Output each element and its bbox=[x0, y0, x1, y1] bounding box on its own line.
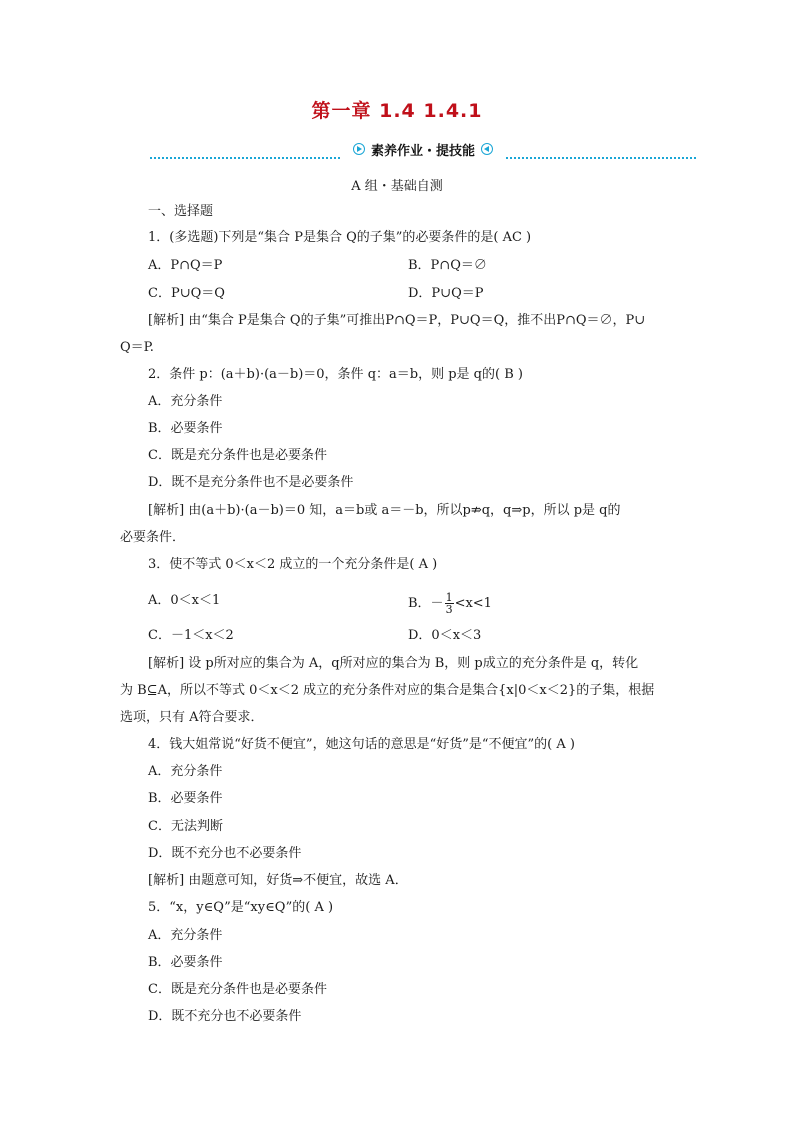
question-1: 1．(多选题)下列是“集合 P是集合 Q的子集”的必要条件的是( AC ) bbox=[148, 230, 532, 245]
q2-analysis-cont: 必要条件． bbox=[120, 530, 186, 545]
q3-analysis-cont-1: 为 B⊆A，所以不等式 0＜x＜2 成立的充分条件对应的集合是集合{x|0＜x＜2}的子集，根据 bbox=[120, 683, 655, 698]
section-heading: 一、选择题 bbox=[148, 204, 214, 219]
question-2: 2．条件 p：(a＋b)·(a－b)＝0，条件 q：a＝b，则 p是 q的( B ) bbox=[148, 367, 523, 382]
q5-option-c: C．既是充分条件也是必要条件 bbox=[148, 982, 327, 997]
q2-option-d: D．既不是充分条件也不是必要条件 bbox=[148, 475, 354, 490]
q1-analysis: [解析] 由“集合 P是集合 Q的子集”可推出P∩Q＝P，P∪Q＝Q，推不出P∩Q＝∅，P∪ bbox=[148, 313, 646, 328]
q1-option-d: D．P∪Q＝P bbox=[408, 286, 484, 301]
q3-option-b-prefix: B．－ bbox=[408, 596, 444, 611]
q1-option-a: A．P∩Q＝P bbox=[148, 258, 223, 273]
q1-option-b: B．P∩Q＝∅ bbox=[408, 258, 487, 273]
banner-label: 素养作业・提技能 bbox=[370, 143, 476, 159]
fraction bbox=[445, 592, 454, 615]
q3-option-b bbox=[408, 592, 492, 615]
q3-option-c: C．－1＜x＜2 bbox=[148, 628, 234, 643]
q1-analysis-cont: Q＝P. bbox=[120, 340, 154, 355]
play-right-icon bbox=[353, 143, 365, 155]
q4-option-d: D．既不充分也不必要条件 bbox=[148, 846, 302, 861]
q4-option-b: B．必要条件 bbox=[148, 791, 223, 806]
fraction-numerator: 1 bbox=[445, 591, 453, 604]
q1-option-c: C．P∪Q＝Q bbox=[148, 286, 225, 301]
q4-analysis: [解析] 由题意可知，好货⇒不便宜，故选 A． bbox=[148, 873, 408, 888]
q2-option-b: B．必要条件 bbox=[148, 421, 223, 436]
group-title: A 组・基础自测 bbox=[351, 179, 443, 194]
q3-option-a: A．0＜x＜1 bbox=[148, 593, 221, 608]
q2-analysis: [解析] 由(a＋b)·(a－b)＝0 知，a＝b或 a＝－b，所以p⇏q，q⇒p，所以 p是 q的 bbox=[148, 503, 621, 518]
q4-option-c: C．无法判断 bbox=[148, 819, 223, 834]
q3-analysis-cont-2: 选项，只有 A符合要求． bbox=[120, 710, 264, 725]
q4-option-a: A．充分条件 bbox=[148, 764, 223, 779]
q2-option-c: C．既是充分条件也是必要条件 bbox=[148, 448, 327, 463]
q5-option-a: A．充分条件 bbox=[148, 928, 223, 943]
chapter-title: 第一章 1.4 1.4.1 bbox=[311, 100, 483, 122]
question-5: 5．“x，y∈Q”是“xy∈Q”的( A ) bbox=[148, 900, 334, 915]
q5-option-b: B．必要条件 bbox=[148, 955, 223, 970]
q3-option-d: D．0＜x＜3 bbox=[408, 628, 482, 643]
section-banner bbox=[150, 139, 696, 165]
q2-option-a: A．充分条件 bbox=[148, 394, 223, 409]
question-4: 4．钱大姐常说“好货不便宜”，她这句话的意思是“好货”是“不便宜”的( A ) bbox=[148, 737, 575, 752]
fraction-denominator: 3 bbox=[445, 603, 453, 616]
play-left-icon bbox=[481, 143, 493, 155]
q3-analysis: [解析] 设 p所对应的集合为 A，q所对应的集合为 B，则 p成立的充分条件是 q，转化 bbox=[148, 656, 639, 671]
question-3: 3．使不等式 0＜x＜2 成立的一个充分条件是( A ) bbox=[148, 557, 438, 572]
q5-option-d: D．既不充分也不必要条件 bbox=[148, 1009, 302, 1024]
q3-option-b-suffix: <x<1 bbox=[454, 596, 492, 611]
